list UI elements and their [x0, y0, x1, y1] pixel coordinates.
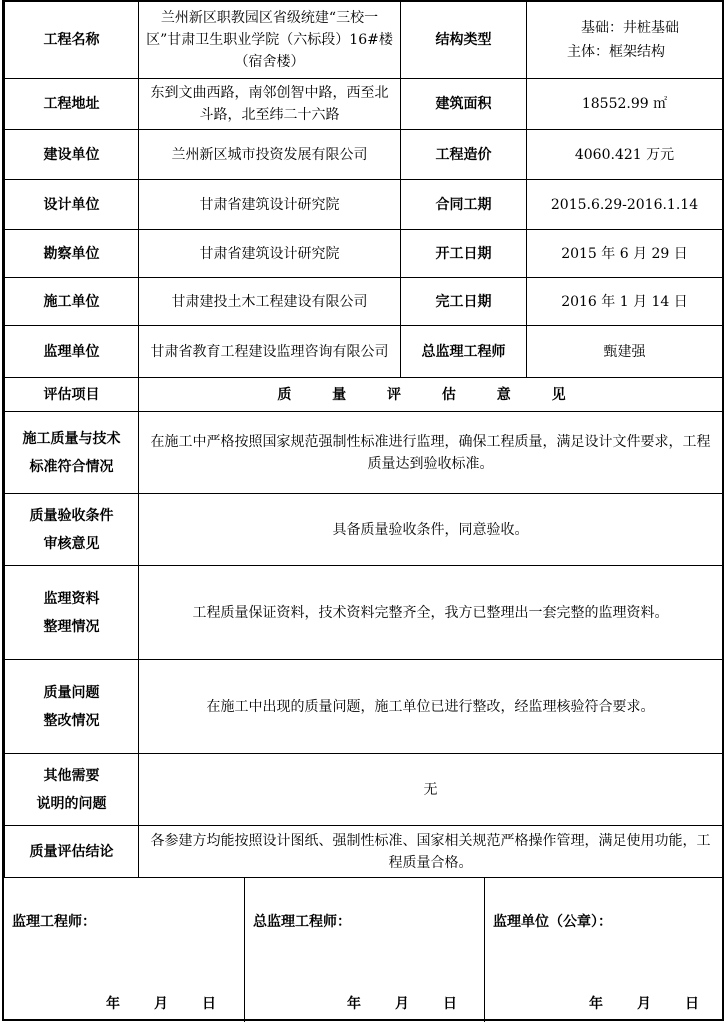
- assessment-label-4-line1: 质量问题: [43, 684, 100, 701]
- constructor-value: 甘肃建投土木工程建设有限公司: [139, 278, 401, 326]
- date-year: 年: [106, 996, 120, 1012]
- builder-value: 兰州新区城市投资发展有限公司: [139, 130, 401, 180]
- date-day: 日: [202, 996, 216, 1012]
- table-row: [5, 79, 723, 130]
- conclusion-label: 质量评估结论: [5, 826, 139, 878]
- chief-engineer-value: 甄建强: [527, 326, 723, 378]
- signature-unit: [484, 877, 722, 1022]
- designer-value: 甘肃省建筑设计研究院: [139, 180, 401, 230]
- assessment-label-5-line1: 其他需要: [43, 767, 100, 784]
- structure-label: 结构类型: [401, 2, 527, 79]
- signature-chief: [244, 877, 484, 1022]
- date-month: 月: [395, 996, 409, 1012]
- table-row: [5, 494, 723, 566]
- opinion-header: 质 量 评 估 意 见: [139, 378, 723, 412]
- chief-sign-label: 总监理工程师：: [253, 914, 351, 930]
- table-row: [5, 566, 723, 660]
- project-name-label: 工程名称: [5, 2, 139, 79]
- chief-engineer-label: 总监理工程师: [401, 326, 527, 378]
- table-row: [5, 230, 723, 278]
- assessment-label-1: [5, 412, 139, 494]
- survey-label: 勘察单位: [5, 230, 139, 278]
- table-row: [5, 326, 723, 378]
- table-row: [5, 754, 723, 826]
- builder-label: 建设单位: [5, 130, 139, 180]
- assessment-form: [2, 0, 724, 1021]
- assessment-label-1-line2: 标准符合情况: [29, 458, 114, 475]
- structure-main: 主体：框架结构: [567, 44, 665, 60]
- date-year: 年: [347, 996, 361, 1012]
- project-info-table: [4, 1, 723, 878]
- survey-value: 甘肃省建筑设计研究院: [139, 230, 401, 278]
- conclusion-text: 各参建方均能按照设计图纸、强制性标准、国家相关规范严格操作管理，满足使用功能，工程质量合格。: [139, 826, 723, 878]
- table-row: [5, 130, 723, 180]
- assessment-label-4-line2: 整改情况: [43, 712, 100, 729]
- contract-period-value: 2015.6.29-2016.1.14: [527, 180, 723, 230]
- constructor-label: 施工单位: [5, 278, 139, 326]
- table-row: [5, 660, 723, 754]
- assessment-label-4: [5, 660, 139, 754]
- supervisor-label: 监理单位: [5, 326, 139, 378]
- item-header: 评估项目: [5, 378, 139, 412]
- unit-seal-label: 监理单位（公章）：: [493, 914, 612, 930]
- assessment-text-1: 在施工中严格按照国家规范强制性标准进行监理，确保工程质量，满足设计文件要求，工程质量达到验收标准。: [139, 412, 723, 494]
- start-date-label: 开工日期: [401, 230, 527, 278]
- area-label: 建筑面积: [401, 79, 527, 130]
- finish-date-value: 2016 年 1 月 14 日: [527, 278, 723, 326]
- date-month: 月: [637, 996, 651, 1012]
- assessment-text-4: 在施工中出现的质量问题，施工单位已进行整改，经监理核验符合要求。: [139, 660, 723, 754]
- structure-value: [527, 2, 723, 79]
- assessment-label-2-line1: 质量验收条件: [29, 507, 114, 524]
- assessment-text-5: 无: [139, 754, 723, 826]
- area-value: 18552.99 ㎡: [527, 79, 723, 130]
- assessment-label-5: [5, 754, 139, 826]
- assessment-label-3-line2: 整理情况: [43, 618, 100, 635]
- assessment-label-3-line1: 监理资料: [43, 590, 100, 607]
- table-row: [5, 180, 723, 230]
- cost-label: 工程造价: [401, 130, 527, 180]
- table-row: [5, 826, 723, 878]
- date-month: 月: [154, 996, 168, 1012]
- supervisor-value: 甘肃省教育工程建设监理咨询有限公司: [139, 326, 401, 378]
- signature-engineer: [4, 877, 244, 1022]
- assessment-text-3: 工程质量保证资料，技术资料完整齐全，我方已整理出一套完整的监理资料。: [139, 566, 723, 660]
- designer-label: 设计单位: [5, 180, 139, 230]
- assessment-label-1-line1: 施工质量与技术: [22, 430, 121, 447]
- assessment-label-5-line2: 说明的问题: [36, 795, 107, 812]
- project-name-value: 兰州新区职教园区省级统建“三校一区”甘肃卫生职业学院（六标段）16#楼（宿舍楼）: [139, 2, 401, 79]
- table-row: [5, 412, 723, 494]
- date-day: 日: [443, 996, 457, 1012]
- table-row: [5, 278, 723, 326]
- address-label: 工程地址: [5, 79, 139, 130]
- engineer-sign-label: 监理工程师：: [12, 914, 96, 930]
- assessment-text-2: 具备质量验收条件，同意验收。: [139, 494, 723, 566]
- address-value: 东到文曲西路，南邻创智中路，西至北斗路，北至纬二十六路: [139, 79, 401, 130]
- table-row: [5, 2, 723, 79]
- assessment-label-2: [5, 494, 139, 566]
- date-year: 年: [589, 996, 603, 1012]
- assessment-label-2-line2: 审核意见: [43, 535, 100, 552]
- finish-date-label: 完工日期: [401, 278, 527, 326]
- contract-period-label: 合同工期: [401, 180, 527, 230]
- start-date-value: 2015 年 6 月 29 日: [527, 230, 723, 278]
- table-row: [5, 378, 723, 412]
- date-day: 日: [685, 996, 699, 1012]
- structure-foundation: 基础：井桩基础: [581, 20, 679, 36]
- cost-value: 4060.421 万元: [527, 130, 723, 180]
- assessment-label-3: [5, 566, 139, 660]
